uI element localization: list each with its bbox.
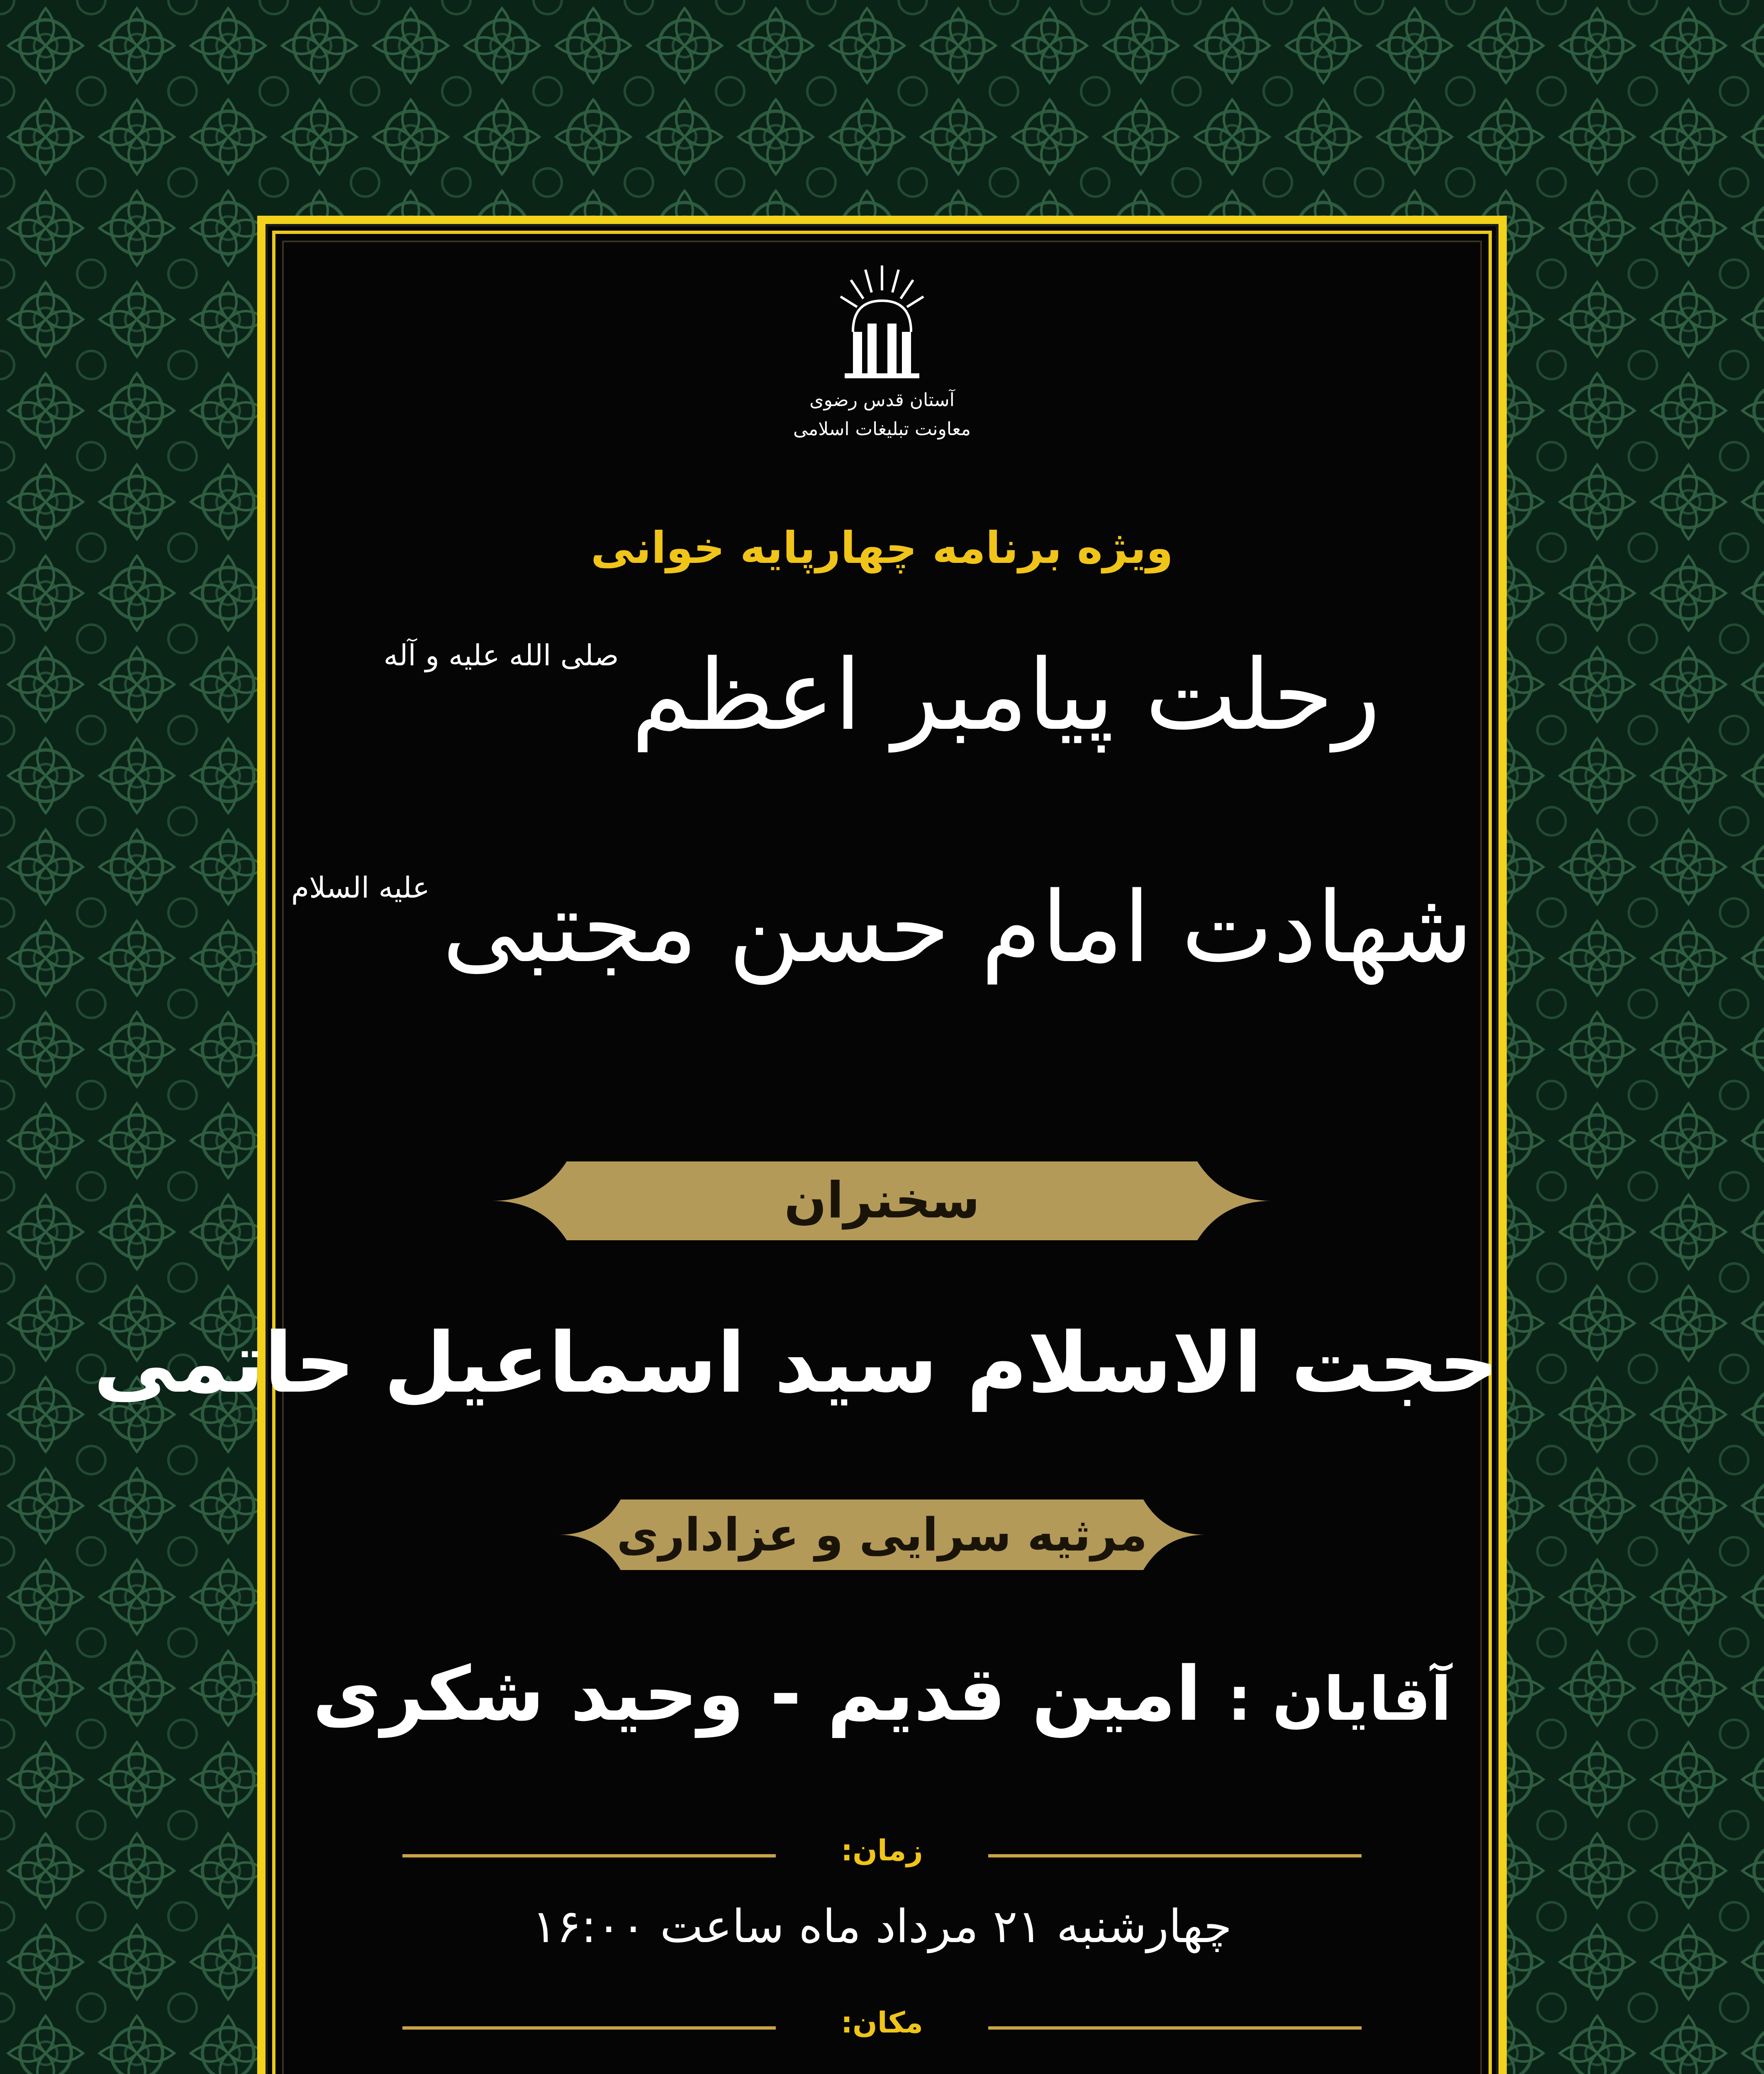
logo-text-department: معاونت تبلیغات اسلامی [793,419,971,440]
title-line-2-text: شهادت امام حسن مجتبی [442,871,1473,984]
honorific-prophet: صلی الله علیه و آله [383,638,619,672]
reciters-banner [558,1485,1206,1585]
title-line-prophet [266,639,1498,752]
reciters-prefix: آقایان : [1227,1664,1452,1734]
reciters-names: امین قدیم - وحید شکری [312,1651,1201,1738]
time-value: چهارشنبه ۲۱ مرداد ماه ساعت ۱۶:۰۰ [532,1900,1232,1953]
poster-content [93,224,1498,2074]
place-label: مکان: [841,2006,923,2040]
speakers-heading: سخنران [784,1172,980,1229]
honorific-imam: علیه السلام [291,871,430,905]
program-subtitle: ویژه برنامه چهارپایه خوانی [591,523,1173,573]
speaker-name: حجت الاسلام سید اسماعیل حاتمی [93,1315,1498,1412]
reciters-heading: مرثیه سرایی و عزاداری [616,1508,1148,1561]
shrine-emblem-icon [828,261,936,386]
logo-text-organization: آستان قدس رضوی [809,389,955,411]
speakers-banner [492,1145,1272,1257]
organization-logo [778,261,986,444]
title-line-imam [266,871,1498,984]
time-label: زمان: [841,1833,923,1867]
reciters-line [266,1651,1498,1738]
title-line-1-text: رحلت پیامبر اعظم [631,639,1381,752]
